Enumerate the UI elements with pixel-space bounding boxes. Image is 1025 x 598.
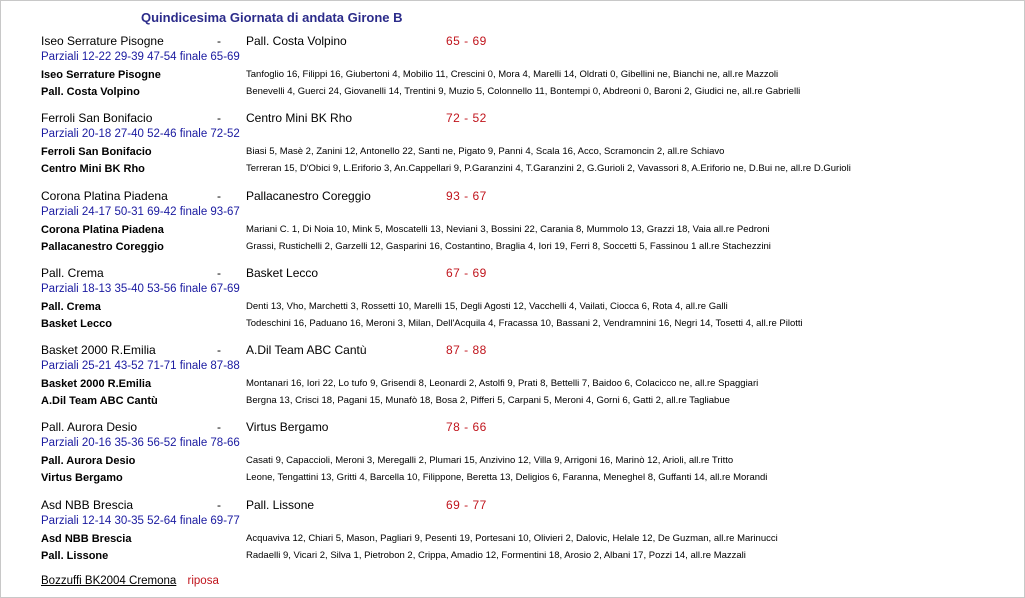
roster-home-players: Casati 9, Capaccioli, Meroni 3, Meregalli 2, Plumari 15, Anzivino 12, Villa 9, Arrigoni 16, Marinò 12, Arioli, all.re Tritto [246,455,734,466]
game-block [0,420,1025,490]
page-title: Quindicesima Giornata di andata Girone B [141,10,403,25]
game-block [0,498,1025,568]
away-team: Virtus Bergamo [246,420,329,434]
roster-home-team: Asd NBB Brescia [41,533,132,545]
resting-team-link[interactable]: Bozzuffi BK2004 Cremona [41,575,177,587]
roster-home-team: Basket 2000 R.Emilia [41,378,152,390]
roster-away-players: Terreran 15, D'Obici 9, L.Eriforio 3, An.Cappellari 9, P.Garanzini 4, T.Garanzini 2, G.Gurioli 2, Vavassori 8, A.Eriforio ne, D.Bui ne, all.re D.Gurioli [246,163,851,174]
partial-scores: Parziali 18-13 35-40 53-56 finale 67-69 [41,283,240,295]
final-score: 67 - 69 [446,266,487,280]
game-block [0,343,1025,413]
partial-scores: Parziali 12-14 30-35 52-64 finale 69-77 [41,515,240,527]
game-block [0,34,1025,104]
home-team: Corona Platina Piadena [41,189,168,203]
roster-away-team: A.Dil Team ABC Cantù [41,395,158,407]
game-block [0,266,1025,336]
partial-scores: Parziali 20-18 27-40 52-46 finale 72-52 [41,128,240,140]
match-separator: - [217,34,221,48]
roster-home-team: Pall. Crema [41,301,101,313]
roster-home-players: Biasi 5, Masè 2, Zanini 12, Antonello 22, Santi ne, Pigato 9, Panni 4, Scala 16, Acco, Scramoncin 2, all.re Schiavo [246,146,725,157]
final-score: 93 - 67 [446,189,487,203]
roster-home-team: Corona Platina Piadena [41,224,164,236]
final-score: 69 - 77 [446,498,487,512]
roster-home-players: Tanfoglio 16, Filippi 16, Giubertoni 4, Mobilio 11, Crescini 0, Mora 4, Marelli 14, Oldrati 0, Gibellini ne, Bianchi ne, all.re Mazzoli [246,69,779,80]
match-separator: - [217,420,221,434]
roster-home-team: Iseo Serrature Pisogne [41,69,161,81]
roster-home-players: Montanari 16, Iori 22, Lo tufo 9, Grisendi 8, Leonardi 2, Astolfi 9, Prati 8, Bettelli 7, Baidoo 6, Colacicco ne, all.re Spaggiari [246,378,759,389]
final-score: 65 - 69 [446,34,487,48]
roster-away-players: Benevelli 4, Guerci 24, Giovanelli 14, Trentini 9, Muzio 5, Colonnello 11, Bontempi 0, Abdreoni 0, Baroni 2, Giudici ne, all.re Gabrielli [246,86,801,97]
roster-away-players: Bergna 13, Crisci 18, Pagani 15, Munafò 18, Bosa 2, Pifferi 5, Carpani 5, Meroni 4, Gorni 6, Gatti 2, all.re Tagliabue [246,395,730,406]
partial-scores: Parziali 12-22 29-39 47-54 finale 65-69 [41,51,240,63]
match-separator: - [217,266,221,280]
match-separator: - [217,498,221,512]
roster-away-team: Pall. Costa Volpino [41,86,140,98]
match-separator: - [217,343,221,357]
roster-away-team: Centro Mini BK Rho [41,163,145,175]
home-team: Basket 2000 R.Emilia [41,343,156,357]
home-team: Pall. Crema [41,266,104,280]
roster-away-team: Pall. Lissone [41,550,109,562]
resting-team-line [41,575,219,587]
away-team: Basket Lecco [246,266,319,280]
away-team: A.Dil Team ABC Cantù [246,343,367,357]
partial-scores: Parziali 20-16 35-36 56-52 finale 78-66 [41,437,240,449]
match-separator: - [217,189,221,203]
final-score: 87 - 88 [446,343,487,357]
partial-scores: Parziali 25-21 43-52 71-71 finale 87-88 [41,360,240,372]
home-team: Asd NBB Brescia [41,498,134,512]
game-block [0,111,1025,181]
home-team: Iseo Serrature Pisogne [41,34,164,48]
home-team: Pall. Aurora Desio [41,420,138,434]
roster-away-players: Todeschini 16, Paduano 16, Meroni 3, Milan, Dell'Acquila 4, Fracassa 10, Bassani 2, Vendramnini 16, Negri 14, Tosetti 4, all.re Pilotti [246,318,803,329]
away-team: Pall. Costa Volpino [246,34,347,48]
match-separator: - [217,111,221,125]
roster-away-players: Grassi, Rustichelli 2, Garzelli 12, Gasparini 16, Costantino, Braglia 4, Iori 19, Ferri 8, Soccetti 5, Fassinou 1 all.re Stachezzini [246,241,771,252]
roster-away-players: Leone, Tengattini 13, Gritti 4, Barcella 10, Filippone, Beretta 13, Deligios 6, Faranna, Meneghel 8, Guffanti 14, all.re Morandi [246,472,768,483]
final-score: 78 - 66 [446,420,487,434]
away-team: Centro Mini BK Rho [246,111,353,125]
partial-scores: Parziali 24-17 50-31 69-42 finale 93-67 [41,206,240,218]
roster-home-team: Pall. Aurora Desio [41,455,136,467]
game-block [0,189,1025,259]
roster-away-team: Basket Lecco [41,318,112,330]
final-score: 72 - 52 [446,111,487,125]
roster-away-team: Pallacanestro Coreggio [41,241,164,253]
roster-away-team: Virtus Bergamo [41,472,123,484]
roster-home-team: Ferroli San Bonifacio [41,146,152,158]
away-team: Pall. Lissone [246,498,315,512]
home-team: Ferroli San Bonifacio [41,111,153,125]
resting-label: riposa [187,575,219,587]
roster-home-players: Denti 13, Vho, Marchetti 3, Rossetti 10, Marelli 15, Degli Agosti 12, Vacchelli 4, Vailati, Ciocca 6, Rota 4, all.re Galli [246,301,728,312]
away-team: Pallacanestro Coreggio [246,189,371,203]
roster-home-players: Acquaviva 12, Chiari 5, Mason, Pagliari 9, Pesenti 19, Portesani 10, Olivieri 2, Dalovic, Helale 12, De Guzman, all.re Marinucci [246,533,778,544]
roster-home-players: Mariani C. 1, Di Noia 10, Mink 5, Moscatelli 13, Neviani 3, Bossini 22, Carania 8, Mummolo 13, Grazzi 18, Vaia all.re Pedroni [246,224,770,235]
roster-away-players: Radaelli 9, Vicari 2, Silva 1, Pietrobon 2, Crippa, Amadio 12, Formentini 18, Arosio 2, Albani 17, Pozzi 14, all.re Mazzali [246,550,746,561]
